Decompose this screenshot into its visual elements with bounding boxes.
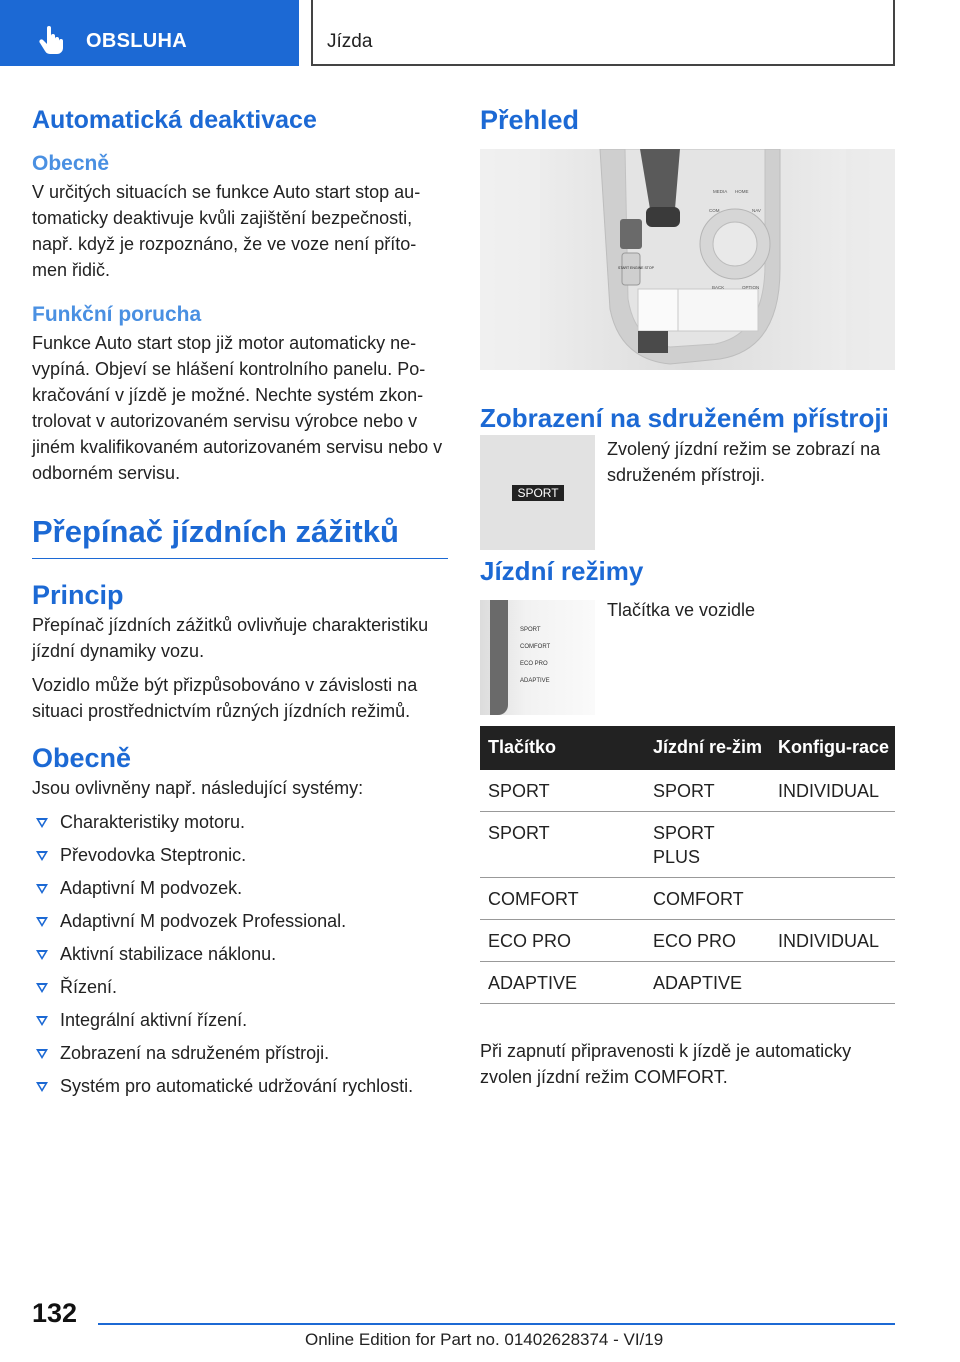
list-item: Integrální aktivní řízení. xyxy=(32,1007,448,1033)
button-adaptive-label: ADAPTIVE xyxy=(520,678,550,684)
start-stop-label: START ENGINE STOP xyxy=(618,266,654,270)
paragraph-cluster-display: Zvolený jízdní režim se zobrazí na sdruženém přístroji. xyxy=(607,439,881,485)
mode-buttons-image xyxy=(480,600,595,715)
table-cell xyxy=(770,962,895,1004)
heading-malfunction: Funkční porucha xyxy=(32,303,202,326)
com-label: COM xyxy=(709,208,720,213)
table-cell: ADAPTIVE xyxy=(480,962,645,1004)
chapter-label: Jízda xyxy=(327,31,373,52)
footer-divider xyxy=(98,1323,895,1325)
table-row xyxy=(480,878,895,920)
triangle-bullet-icon xyxy=(36,884,48,894)
table-cell: SPORT xyxy=(480,770,645,812)
paragraph-general-2: Jsou ovlivněny např. následující systémy: xyxy=(32,778,364,798)
table-cell: SPORT xyxy=(480,812,645,878)
heading-auto-deactivation: Automatická deaktivace xyxy=(32,106,317,134)
paragraph-malfunction: Funkce Auto start stop již motor automaticky ne-vypíná. Objeví se hlášení kontrolního panelu. Po-kračování v jízdě je možné. Nechte systém zkon-trolovat v autorizovaném servisu výrobce nebo v jiném kvalifikovaném autorizovaném servisu nebo v odborném servisu. xyxy=(32,333,443,483)
hand-pointer-icon xyxy=(38,26,64,54)
left-column xyxy=(32,96,448,1106)
table-header-row xyxy=(480,726,895,770)
list-item: Adaptivní M podvozek Professional. xyxy=(32,908,448,934)
triangle-bullet-icon xyxy=(36,950,48,960)
list-item: Charakteristiky motoru. xyxy=(32,809,448,835)
nav-label: NAV xyxy=(752,208,761,213)
triangle-bullet-icon xyxy=(36,1049,48,1059)
table-row xyxy=(480,770,895,812)
paragraph-principle-1: Přepínač jízdních zážitků ovlivňuje charakteristiku jízdní dynamiky vozu. xyxy=(32,615,429,661)
column-header: Tlačítko xyxy=(480,726,645,770)
paragraph-general: V určitých situacích se funkce Auto start stop au-tomaticky deaktivuje kvůli zajištění bezpečnosti, např. když je rozpoznáno, že ve voze není příto-men řidič. xyxy=(32,182,421,280)
table-cell: INDIVIDUAL xyxy=(770,770,895,812)
list-item: Řízení. xyxy=(32,974,448,1000)
section-tab[interactable] xyxy=(0,0,299,66)
button-eco-pro-label: ECO PRO xyxy=(520,661,548,667)
heading-overview: Přehled xyxy=(480,105,580,135)
triangle-bullet-icon xyxy=(36,818,48,828)
center-console-illustration xyxy=(480,149,895,370)
page-number: 132 xyxy=(32,1298,78,1328)
heading-driving-modes: Jízdní režimy xyxy=(480,556,644,586)
triangle-bullet-icon xyxy=(36,983,48,993)
sport-badge: SPORT xyxy=(512,485,564,501)
table-cell: ECO PRO xyxy=(645,920,770,962)
table-cell: SPORT PLUS xyxy=(645,812,770,878)
right-column xyxy=(480,96,896,1106)
list-item: Zobrazení na sdruženém přístroji. xyxy=(32,1040,448,1066)
list-item: Aktivní stabilizace náklonu. xyxy=(32,941,448,967)
table-row xyxy=(480,962,895,1004)
list-item: Adaptivní M podvozek. xyxy=(32,875,448,901)
page-footer xyxy=(0,1290,960,1362)
column-header: Jízdní re-žim xyxy=(645,726,770,770)
table-row xyxy=(480,920,895,962)
button-sport-label: SPORT xyxy=(520,627,541,633)
heading-cluster-display: Zobrazení na sdruženém přístroji xyxy=(480,403,889,433)
table-cell: INDIVIDUAL xyxy=(770,920,895,962)
table-cell: COMFORT xyxy=(645,878,770,920)
page-header xyxy=(0,0,960,66)
list-item: Převodovka Steptronic. xyxy=(32,842,448,868)
media-label: MEDIA xyxy=(713,189,728,194)
button-comfort-label: COMFORT xyxy=(520,644,551,650)
triangle-bullet-icon xyxy=(36,851,48,861)
option-label: OPTION xyxy=(742,285,760,290)
edition-text: Online Edition for Part no. 01402628374 - VI/19 xyxy=(305,1330,664,1349)
paragraph-default-mode: Při zapnutí připravenosti k jízdě je automaticky zvolen jízdní režim COMFORT. xyxy=(480,1041,852,1087)
table-cell xyxy=(770,812,895,878)
heading-general-2: Obecně xyxy=(32,743,132,773)
triangle-bullet-icon xyxy=(36,1016,48,1026)
heading-general: Obecně xyxy=(32,152,110,175)
table-cell: ADAPTIVE xyxy=(645,962,770,1004)
triangle-bullet-icon xyxy=(36,917,48,927)
center-console-photo xyxy=(480,149,895,370)
triangle-bullet-icon xyxy=(36,1082,48,1092)
table-row xyxy=(480,812,895,878)
column-header: Konfigu-race xyxy=(770,726,895,770)
cluster-display-image xyxy=(480,435,595,550)
paragraph-buttons: Tlačítka ve vozidle xyxy=(607,600,756,620)
table-cell: COMFORT xyxy=(480,878,645,920)
table-cell xyxy=(770,878,895,920)
table-cell: ECO PRO xyxy=(480,920,645,962)
systems-list xyxy=(32,809,448,1099)
list-item: Systém pro automatické udržování rychlosti. xyxy=(32,1073,448,1099)
section-label: OBSLUHA xyxy=(86,30,187,52)
chapter-tab[interactable] xyxy=(311,0,895,66)
paragraph-principle-2: Vozidlo může být přizpůsobováno v závislosti na situaci prostřednictvím různých jízdních režimů. xyxy=(32,675,418,721)
back-label: BACK xyxy=(712,285,725,290)
table-cell: SPORT xyxy=(645,770,770,812)
heading-principle: Princip xyxy=(32,580,124,610)
heading-driving-experience-switch: Přepínač jízdních zážitků xyxy=(32,512,448,559)
driving-modes-table xyxy=(480,726,895,1004)
home-label: HOME xyxy=(735,189,749,194)
